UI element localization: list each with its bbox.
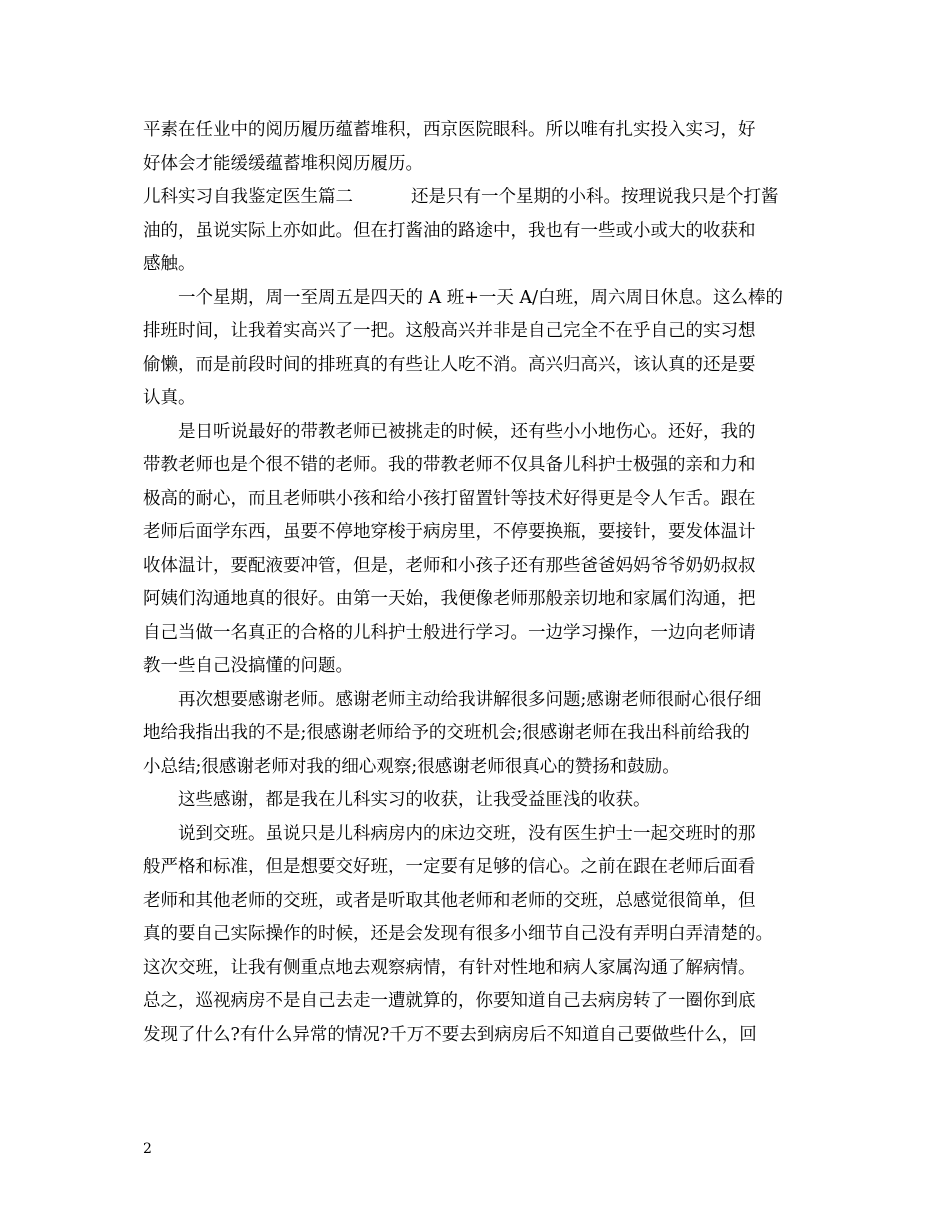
page-number: 2 <box>143 1141 152 1157</box>
text-line: 地给我指出我的不是;很感谢老师给予的交班机会;很感谢老师在我出科前给我的 <box>143 723 750 743</box>
text-line: 自己当做一名真正的合格的儿科护士般进行学习。一边学习操作，一边向老师请 <box>143 622 756 643</box>
text-line: 这些感谢，都是我在儿科实习的收获，让我受益匪浅的收获。 <box>178 790 651 810</box>
text-line: 教一些自己没搞懂的问题。 <box>143 656 353 676</box>
document-body <box>143 114 810 1052</box>
text-line: 再次想要感谢老师。感谢老师主动给我讲解很多问题;感谢老师很耐心很仔细 <box>178 689 762 710</box>
text-line: 油的，虽说实际上亦如此。但在打酱油的路途中，我也有一些或小或大的收获和 <box>143 220 756 241</box>
text-line: 认真。 <box>143 388 196 408</box>
text-line: 收体温计，要配液要冲管，但是，老师和小孩子还有那些爸爸妈妈爷爷奶奶叔叔 <box>143 555 756 576</box>
text-line: 老师后面学东西，虽要不停地穿梭于病房里，不停要换瓶，要接针，要发体温计 <box>143 522 756 542</box>
text-line: 真的要自己实际操作的时候，还是会发现有很多小细节自己没有弄明白弄清楚的。 <box>143 924 773 944</box>
text-line: 说到交班。虽说只是儿科病房内的床边交班，没有医生护士一起交班时的那 <box>178 823 756 844</box>
text-line: 极高的耐心，而且老师哄小孩和给小孩打留置针等技术好得更是令人乍舌。跟在 <box>143 488 756 509</box>
text-line: 偷懒，而是前段时间的排班真的有些让人吃不消。高兴归高兴，该认真的还是要 <box>143 354 756 375</box>
text-line: 好体会才能缓缓蕴蓄堆积阅历履历。 <box>143 153 423 174</box>
text-line: 一个星期，周一至周五是四天的 A 班+一天 A/白班，周六周日休息。这么棒的 <box>178 287 784 308</box>
text-line: 平素在任业中的阅历履历蕴蓄堆积，西京医院眼科。所以唯有扎实投入实习，好 <box>143 120 756 140</box>
text-line: 老师和其他老师的交班，或者是听取其他老师和老师的交班，总感觉很简单，但 <box>143 890 756 911</box>
text-line: 是日听说最好的带教老师已被挑走的时候，还有些小小地伤心。还好，我的 <box>178 421 756 442</box>
line-text: 还是只有一个星期的小科。按理说我只是个打酱 <box>411 187 779 207</box>
section-heading: 儿科实习自我鉴定医生篇二 <box>143 187 353 207</box>
text-line: 这次交班，让我有侧重点地去观察病情，有针对性地和病人家属沟通了解病情。 <box>143 957 756 978</box>
text-line: 发现了什么?有什么异常的情况?千万不要去到病房后不知道自己要做些什么，回 <box>143 1024 757 1045</box>
text-line: 感触。 <box>143 254 196 274</box>
text-line: 总之，巡视病房不是自己去走一遭就算的，你要知道自己去病房转了一圈你到底 <box>143 991 756 1011</box>
text-line: 排班时间，让我着实高兴了一把。这般高兴并非是自己完全不在乎自己的实习想 <box>143 321 756 341</box>
text-line: 阿姨们沟通地真的很好。由第一天始，我便像老师那般亲切地和家属们沟通，把 <box>143 589 756 609</box>
text-line: 带教老师也是个很不错的老师。我的带教老师不仅具备儿科护士极强的亲和力和 <box>143 455 756 475</box>
text-line: 小总结;很感谢老师对我的细心观察;很感谢老师很真心的赞扬和鼓励。 <box>143 756 680 777</box>
text-line: 般严格和标准，但是想要交好班，一定要有足够的信心。之前在跟在老师后面看 <box>143 857 756 877</box>
text-line <box>143 181 810 215</box>
